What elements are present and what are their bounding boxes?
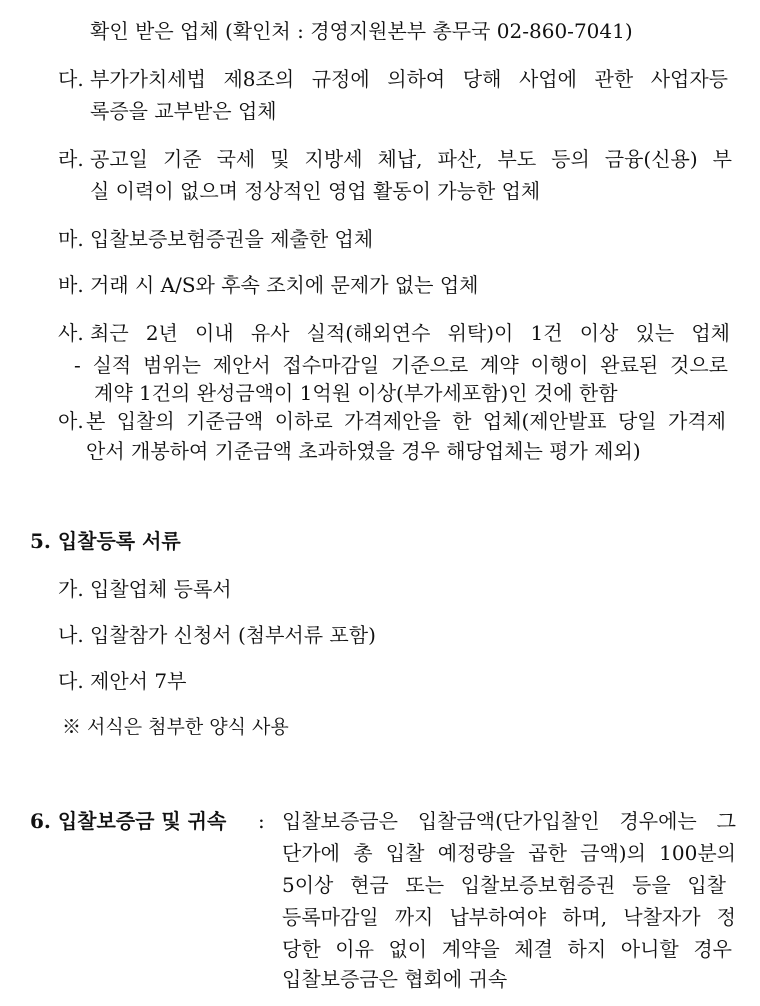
qualification-ma-line1: 입찰보증보험증권을 제출한 업체 [90, 227, 374, 251]
qualification-sa-note-line2: 계약 1건의 완성금액이 1억원 이상(부가세포함)인 것에 한함 [94, 381, 618, 405]
qualification-prefix-da: 다. [58, 67, 84, 91]
section6-line6: 입찰보증금은 협회에 귀속 [282, 967, 508, 991]
section5-heading: 5. 입찰등록 서류 [30, 529, 181, 553]
section6-line2: 단가에 총 입찰 예정량을 곱한 금액)의 100분의 [282, 841, 736, 865]
qualification-prefix-ba: 바. [58, 273, 84, 297]
section5-item-da: 다. 제안서 7부 [58, 669, 187, 693]
section6-line4: 등록마감일 까지 납부하여야 하며, 낙찰자가 정 [282, 905, 736, 929]
qualification-ba-line1: 거래 시 A/S와 후속 조치에 문제가 없는 업체 [90, 273, 479, 297]
qualification-ra-line2: 실 이력이 없으며 정상적인 영업 활동이 가능한 업체 [90, 179, 541, 203]
section6-line1: 입찰보증금은 입찰금액(단가입찰인 경우에는 그 [282, 809, 736, 833]
qualification-ra-line1: 공고일 기준 국세 및 지방세 체납, 파산, 부도 등의 금융(신용) 부 [90, 147, 732, 171]
qualification-prefix-sa: 사. [58, 321, 84, 345]
qualification-prefix-ma: 마. [58, 227, 84, 251]
qualification-a-line1: 본 입찰의 기준금액 이하로 가격제안을 한 업체(제안발표 당일 가격제 [86, 409, 726, 433]
section5-item-na: 나. 입찰참가 신청서 (첨부서류 포함) [58, 623, 376, 647]
qualification-sa-line1: 최근 2년 이내 유사 실적(해외연수 위탁)이 1건 이상 있는 업체 [90, 321, 730, 345]
section5-note: ※ 서식은 첨부한 양식 사용 [62, 716, 289, 738]
qualification-da-line1: 부가가치세법 제8조의 규정에 의하여 당해 사업에 관한 사업자등 [90, 67, 728, 91]
section6-heading: 6. 입찰보증금 및 귀속 [30, 809, 227, 833]
qualification-a-line2: 안서 개봉하여 기준금액 초과하였을 경우 해당업체는 평가 제외) [86, 439, 641, 463]
qualification-prefix-ra: 라. [58, 147, 84, 171]
section6-line5: 당한 이유 없이 계약을 체결 하지 아니할 경우 [282, 937, 732, 961]
section5-item-ga: 가. 입찰업체 등록서 [58, 577, 232, 601]
section6-separator: : [258, 809, 265, 833]
section6-line3: 5이상 현금 또는 입찰보증보험증권 등을 입찰 [282, 873, 726, 897]
continuation-line: 확인 받은 업체 (확인처 : 경영지원본부 총무국 02-860-7041) [90, 19, 633, 43]
qualification-sa-note-line1: - 실적 범위는 제안서 접수마감일 기준으로 계약 이행이 완료된 것으로 [74, 353, 728, 377]
qualification-prefix-a: 아. [58, 409, 84, 433]
qualification-da-line2: 록증을 교부받은 업체 [90, 99, 277, 123]
